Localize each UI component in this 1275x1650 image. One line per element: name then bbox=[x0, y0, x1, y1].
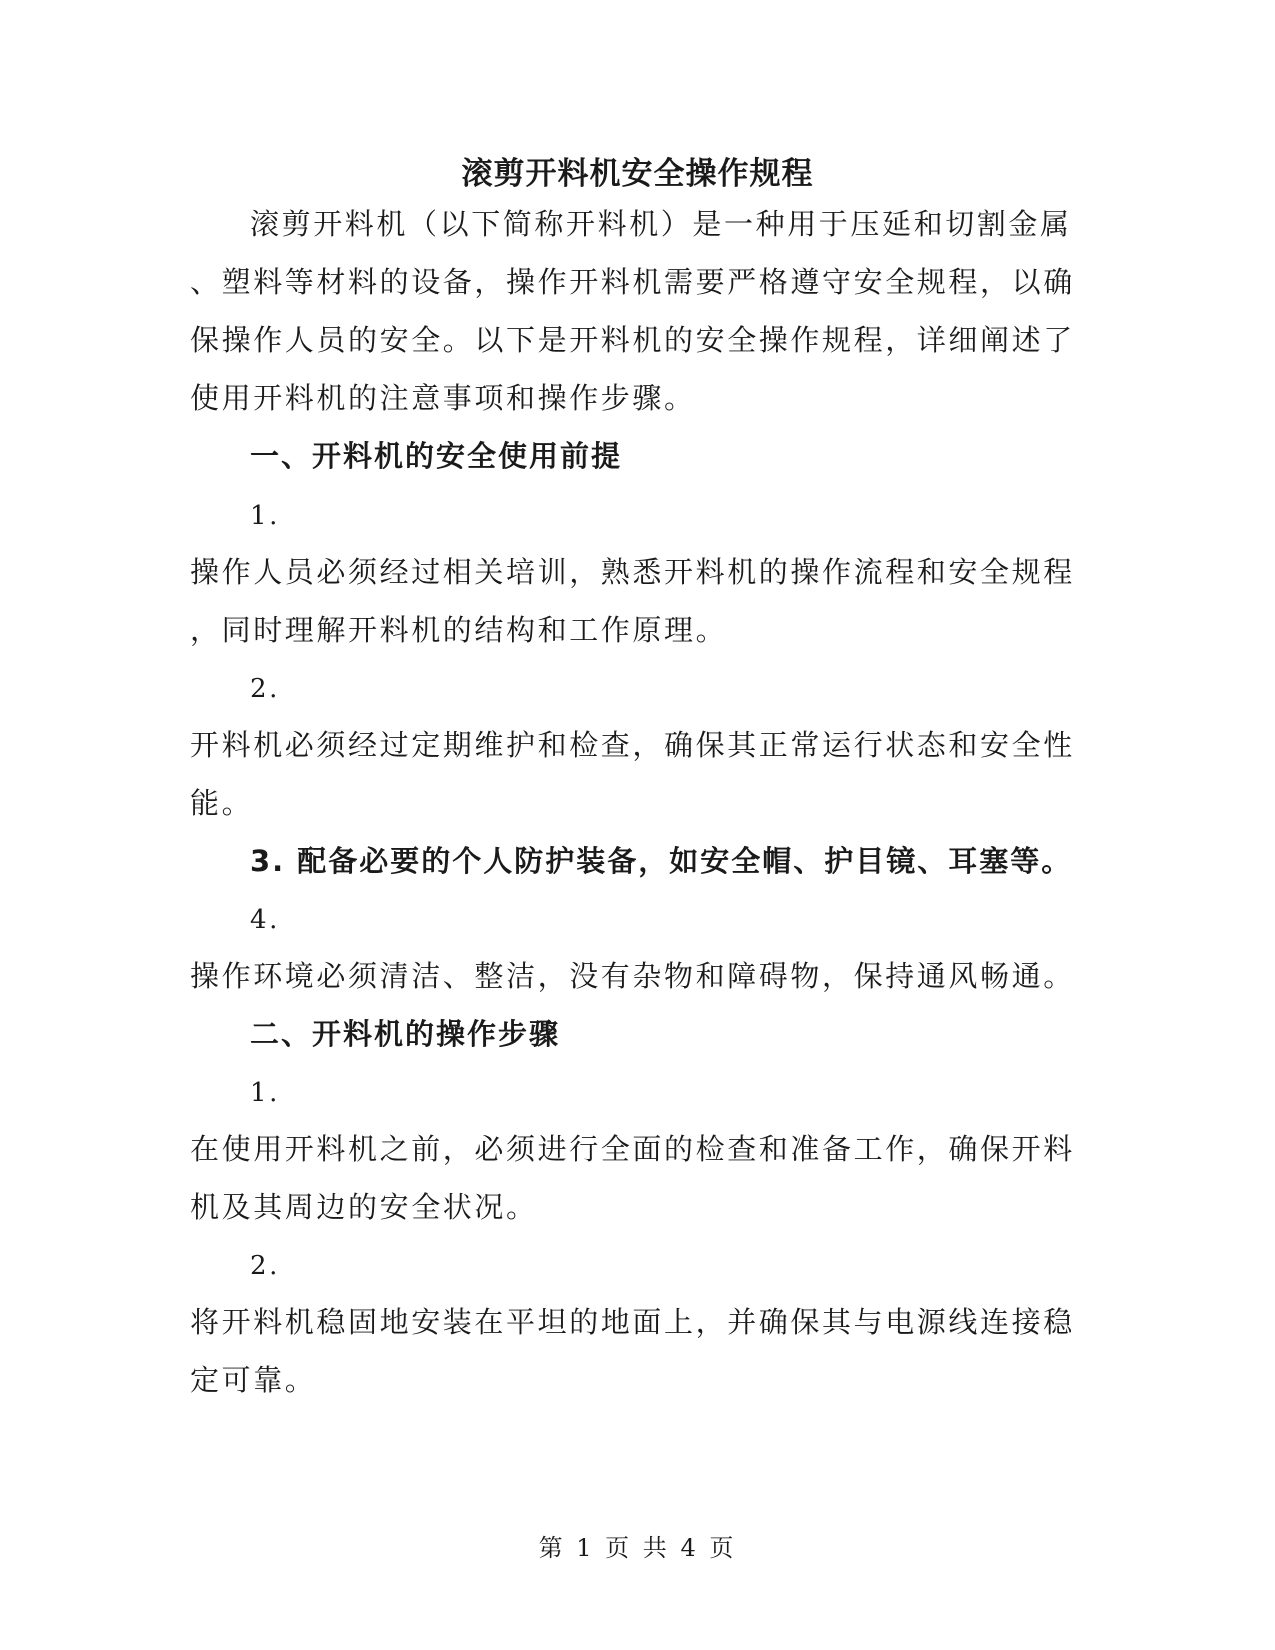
item-text-line: 定可靠。 bbox=[190, 1363, 317, 1397]
item-number: 4. bbox=[250, 905, 281, 935]
intro-line: 使用开料机的注意事项和操作步骤。 bbox=[190, 381, 696, 415]
item-text-line: 机及其周边的安全状况。 bbox=[190, 1190, 538, 1224]
item-text-line: 操作人员必须经过相关培训，熟悉开料机的操作流程和安全规程 bbox=[190, 555, 1075, 589]
item-text-line: 开料机必须经过定期维护和检查，确保其正常运行状态和安全性 bbox=[190, 728, 1075, 762]
item-text-line: 操作环境必须清洁、整洁，没有杂物和障碍物，保持通风畅通。 bbox=[190, 959, 1075, 993]
section-heading: 二、开料机的操作步骤 bbox=[250, 1017, 561, 1051]
intro-line: 、塑料等材料的设备，操作开料机需要严格遵守安全规程，以确 bbox=[190, 265, 1075, 299]
item-text-line: ，同时理解开料机的结构和工作原理。 bbox=[190, 613, 728, 647]
item-number: 2. bbox=[250, 674, 281, 704]
item-text-bold: 3. 配备必要的个人防护装备，如安全帽、护目镜、耳塞等。 bbox=[250, 844, 1073, 878]
document-title: 滚剪开料机安全操作规程 bbox=[461, 156, 814, 192]
page-footer: 第 1 页 共 4 页 bbox=[538, 1534, 737, 1562]
item-number: 2. bbox=[250, 1251, 281, 1281]
item-text-line: 能。 bbox=[190, 786, 254, 820]
item-number: 1. bbox=[250, 501, 281, 531]
intro-line: 保操作人员的安全。以下是开料机的安全操作规程，详细阐述了 bbox=[190, 323, 1075, 357]
item-text-line: 将开料机稳固地安装在平坦的地面上，并确保其与电源线连接稳 bbox=[190, 1305, 1075, 1339]
section-heading: 一、开料机的安全使用前提 bbox=[250, 439, 623, 473]
item-number: 1. bbox=[250, 1078, 281, 1108]
item-text-line: 在使用开料机之前，必须进行全面的检查和准备工作，确保开料 bbox=[190, 1132, 1075, 1166]
intro-line: 滚剪开料机（以下简称开料机）是一种用于压延和切割金属 bbox=[250, 207, 1072, 241]
